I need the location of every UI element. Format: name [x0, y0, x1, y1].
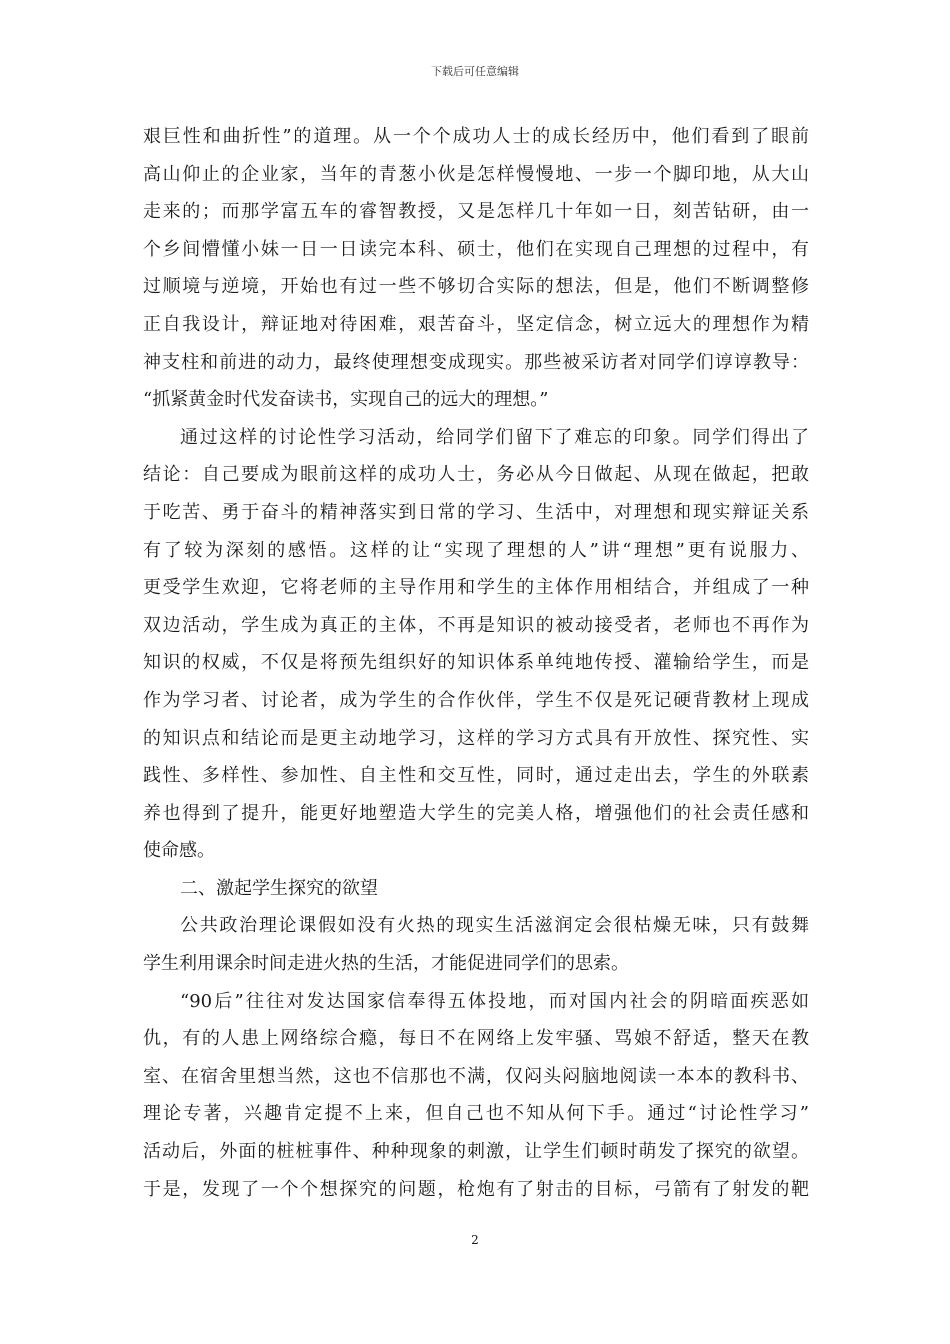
text-line: 走来的；而那学富五车的睿智教授，又是怎样几十年如一日，刻苦钻研，由一 [143, 201, 809, 223]
text-line: 过顺境与逆境，开始也有过一些不够切合实际的想法，但是，他们不断调整修 [143, 276, 809, 298]
text-line: 养也得到了提升，能更好地塑造大学生的完美人格，增强他们的社会责任感和 [143, 802, 809, 824]
text-line: 室、在宿舍里想当然，这也不信那也不满，仅闷头闷脑地阅读一本本的教科书、 [143, 1065, 809, 1087]
paragraph [143, 118, 809, 419]
paragraph [143, 870, 809, 908]
text-line: 高山仰止的企业家，当年的青葱小伙是怎样慢慢地、一步一个脚印地，从大山 [143, 163, 809, 185]
text-line: “抓紧黄金时代发奋读书，实现自己的远大的理想。” [143, 389, 549, 411]
text-line: 双边活动，学生成为真正的主体，不再是知识的被动接受者，老师也不再作为 [143, 614, 809, 636]
text-line: 有了较为深刻的感悟。这样的让“实现了理想的人”讲“理想”更有说服力、 [143, 539, 809, 561]
text-line: 公共政治理论课假如没有火热的现实生活滋润定会很枯燥无味，只有鼓舞 [180, 915, 809, 937]
text-line: 的知识点和结论而是更主动地学习，这样的学习方式具有开放性、探究性、实 [143, 727, 809, 749]
document-body [143, 118, 809, 1208]
text-line: 活动后，外面的桩桩事件、种种现象的刺激，让学生们顿时萌发了探究的欲望。 [143, 1141, 809, 1163]
text-line: 践性、多样性、参加性、自主性和交互性，同时，通过走出去，学生的外联素 [143, 765, 809, 787]
text-line: 二、激起学生探究的欲望 [180, 877, 378, 899]
text-line: 于吃苦、勇于奋斗的精神落实到日常的学习、生活中，对理想和现实辩证关系 [143, 501, 809, 523]
text-line: 结论：自己要成为眼前这样的成功人士，务必从今日做起、从现在做起，把敢 [143, 464, 809, 486]
text-line: 更受学生欢迎，它将老师的主导作用和学生的主体作用相结合，并组成了一种 [143, 577, 809, 599]
text-line: 使命感。 [143, 840, 215, 862]
page-number: 2 [471, 1233, 479, 1247]
text-line: 理论专著，兴趣肯定提不上来，但自己也不知从何下手。通过“讨论性学习” [143, 1103, 809, 1125]
text-line: 仇，有的人患上网络综合瘾，每日不在网络上发牢骚、骂娘不舒适，整天在教 [143, 1028, 809, 1050]
text-line: 通过这样的讨论性学习活动，给同学们留下了难忘的印象。同学们得出了 [180, 426, 809, 448]
text-line: 个乡间懵懂小妹一日一日读完本科、硕士，他们在实现自己理想的过程中，有 [143, 238, 809, 260]
paragraph [143, 907, 809, 982]
text-line: 神支柱和前进的动力，最终使理想变成现实。那些被采访者对同学们谆谆教导： [143, 351, 809, 373]
text-line: 学生利用课余时间走进火热的生活，才能促进同学们的思索。 [143, 953, 629, 975]
paragraph [143, 419, 809, 870]
text-line: 作为学习者、讨论者，成为学生的合作伙伴，学生不仅是死记硬背教材上现成 [143, 689, 809, 711]
text-line: “90后”往往对发达国家信奉得五体投地，而对国内社会的阴暗面疾恶如 [180, 990, 809, 1012]
page-header: 下载后可任意编辑 [431, 65, 519, 78]
paragraph [143, 983, 809, 1209]
text-line: 正自我设计，辩证地对待困难，艰苦奋斗，坚定信念，树立远大的理想作为精 [143, 313, 809, 335]
text-line: 艰巨性和曲折性”的道理。从一个个成功人士的成长经历中，他们看到了眼前 [143, 126, 809, 147]
text-line: 于是，发现了一个个想探究的问题，枪炮有了射击的目标，弓箭有了射发的靶 [143, 1178, 809, 1200]
text-line: 知识的权威，不仅是将预先组织好的知识体系单纯地传授、灌输给学生，而是 [143, 652, 809, 674]
